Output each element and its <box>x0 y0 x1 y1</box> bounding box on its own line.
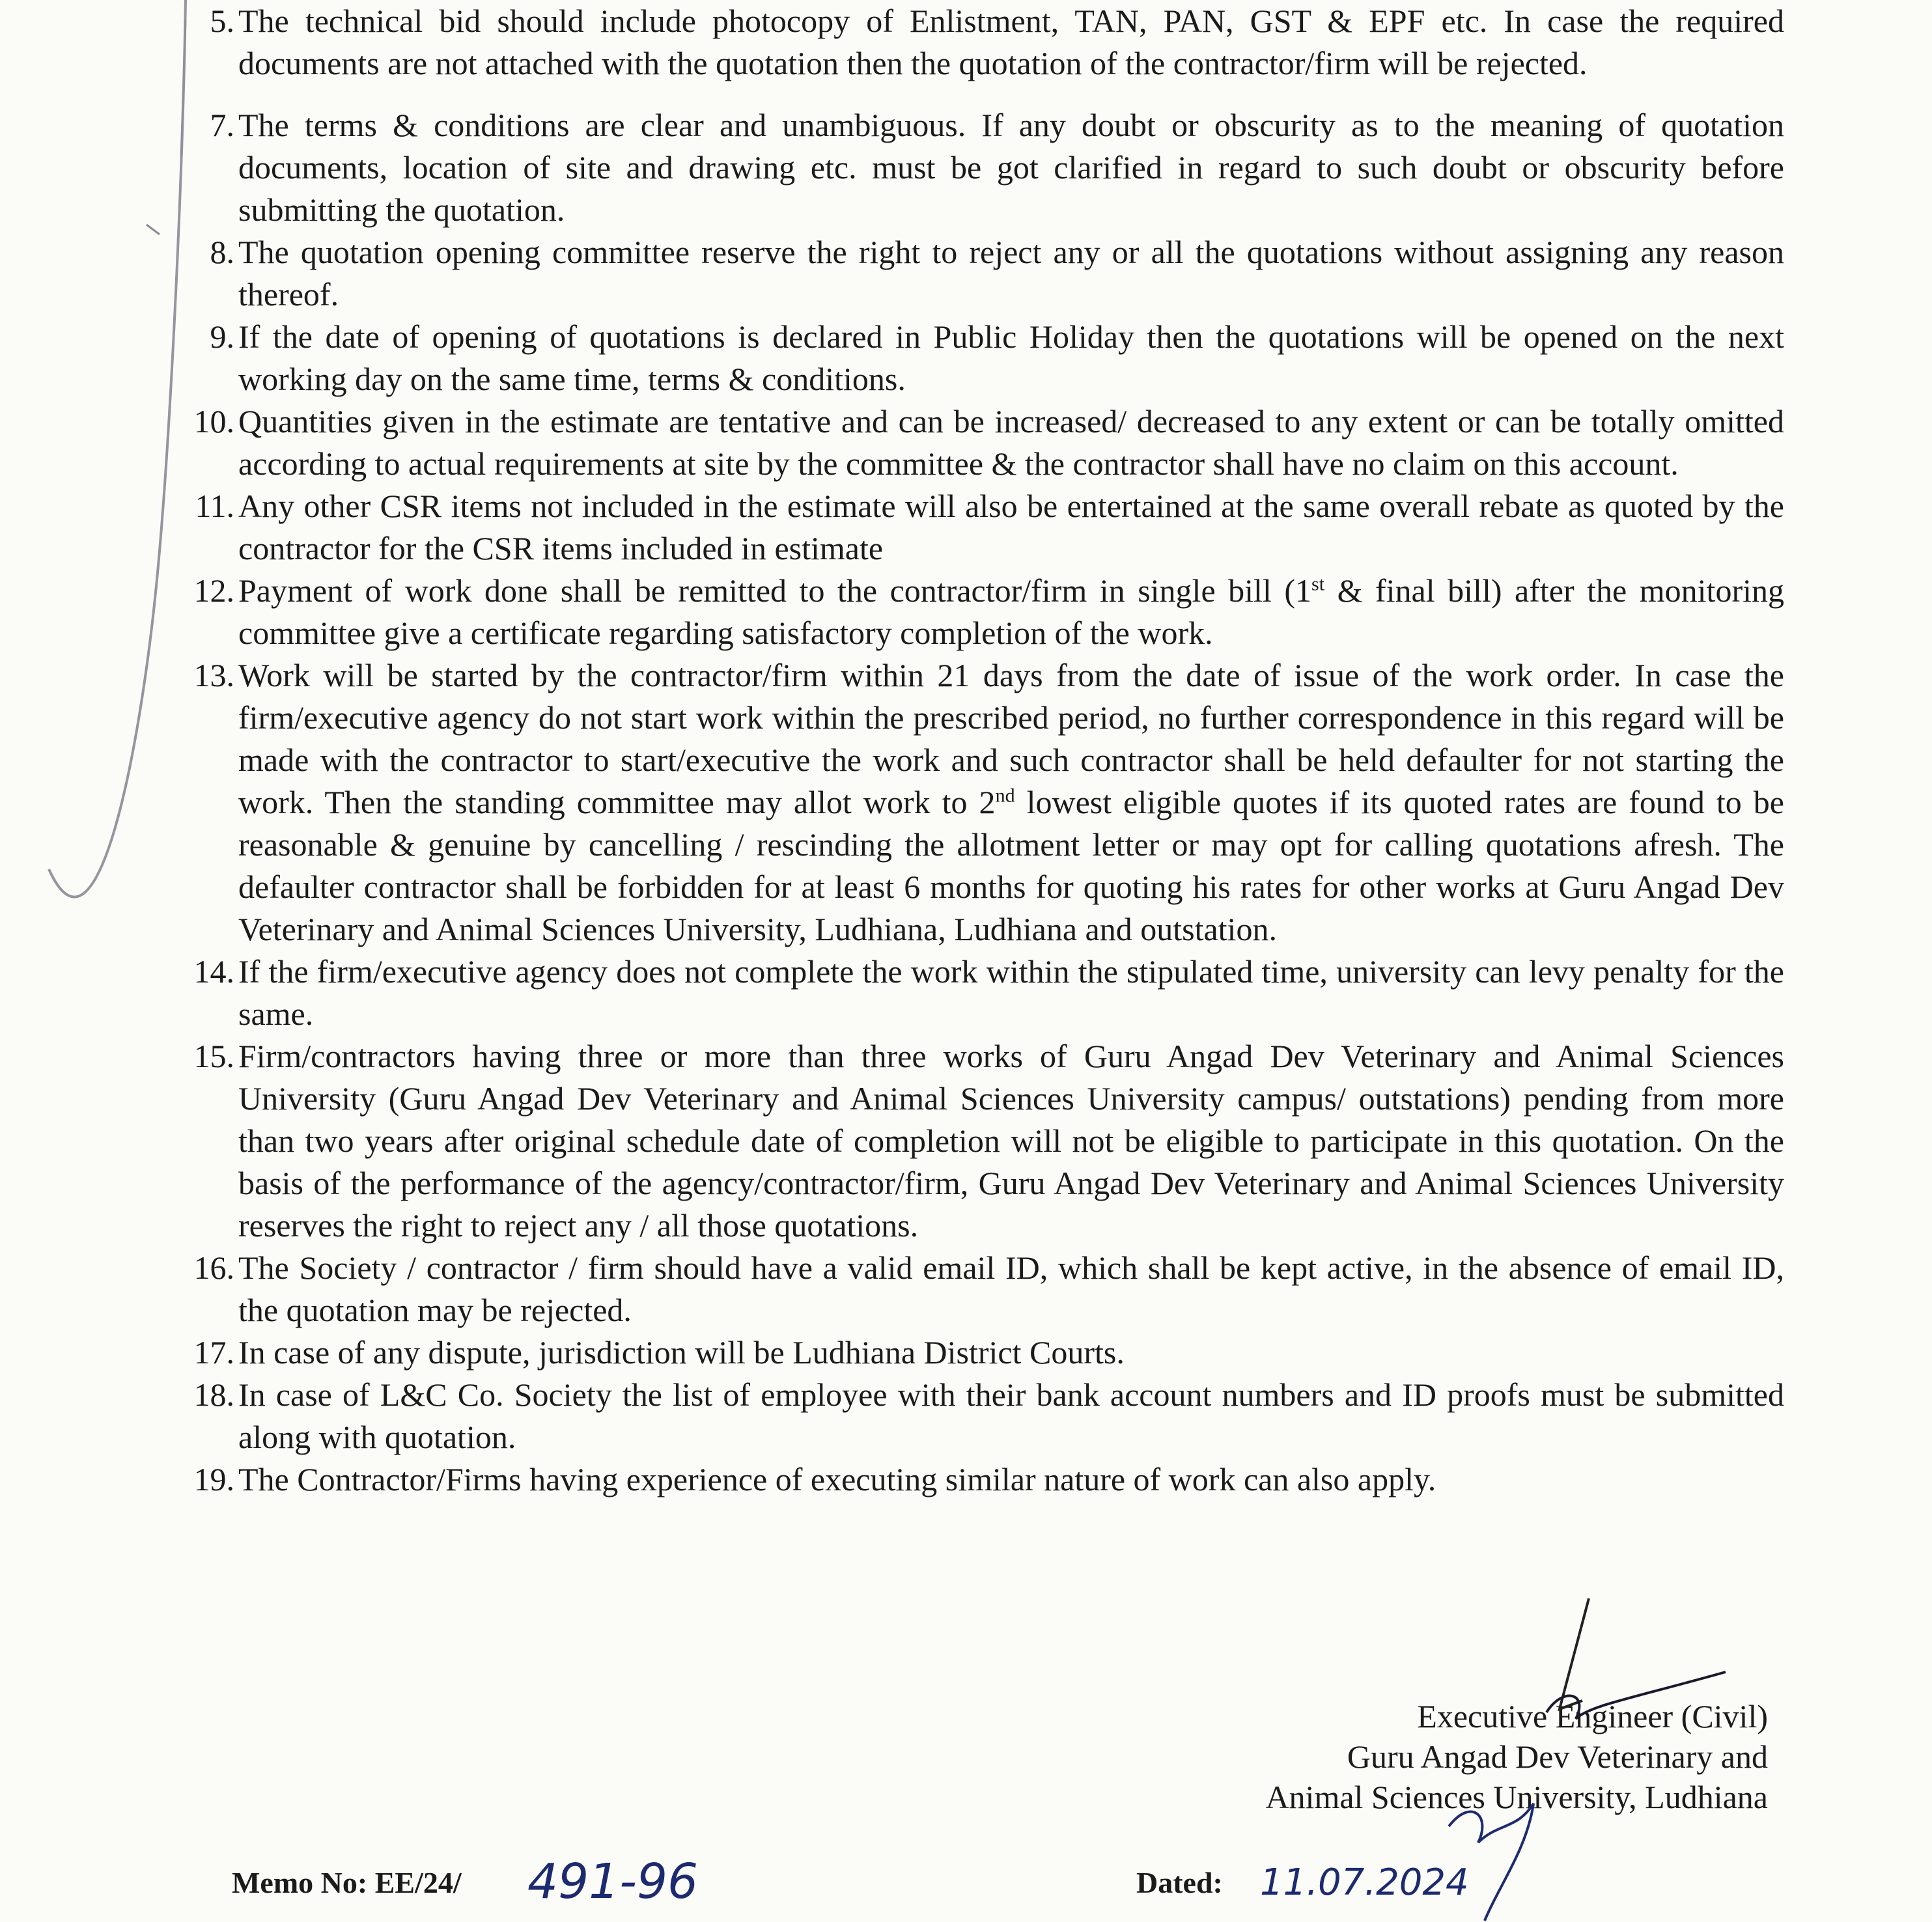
list-item: 11. Any other CSR items not included in the estimate will also be entertained at the same overall rebate as quoted by the contractor for the CSR items included in estimate <box>195 488 1784 566</box>
list-item: 17. In case of any dispute, jurisdiction will be Ludhiana District Courts. <box>193 1334 1125 1371</box>
list-item: 18. In case of L&C Co. Society the list of employee with their bank account numbers and ID proofs must be submitted along with quotation. <box>193 1376 1784 1455</box>
memo-number-handwritten: 491-96 <box>527 1854 699 1910</box>
memo-number-label: Memo No: EE/24/ <box>232 1866 462 1899</box>
signatory-org-line2: Animal Sciences University, Ludhiana <box>1265 1779 1768 1815</box>
memo-row <box>0 1854 1932 1917</box>
list-item: 12. Payment of work done shall be remitted to the contractor/firm in single bill (1st & final bill) after the monitoring committee give a certificate regarding satisfactory completion of the work. <box>193 572 1784 651</box>
date-handwritten: 11.07.2024 <box>1260 1861 1469 1904</box>
list-item: 10. Quantities given in the estimate are tentative and can be increased/ decreased to any extent or can be totally omitted according to actual requirements at site by the committee & the contractor shall have no claim on this account. <box>193 403 1784 482</box>
list-item: 5. The technical bid should include photocopy of Enlistment, TAN, PAN, GST & EPF etc. In case the required documents are not attached with the quotation then the quotation of the contractor/firm will be rejected. <box>210 3 1784 81</box>
list-item: 9. If the date of opening of quotations is declared in Public Holiday then the quotations will be opened on the next working day on the same time, terms & conditions. <box>210 318 1784 397</box>
list-item: 7. The terms & conditions are clear and unambiguous. If any doubt or obscurity as to the meaning of quotation documents, location of site and drawing etc. must be got clarified in regard to such doubt or obscurity before submitting the quotation. <box>210 107 1784 228</box>
dated-label: Dated: <box>1136 1866 1223 1899</box>
signatory-title: Executive Engineer (Civil) <box>1417 1698 1768 1734</box>
signature-block <box>1265 1696 1768 1817</box>
list-item: 16. The Society / contractor / firm should have a valid email ID, which shall be kept active, in the absence of email ID, the quotation may be rejected. <box>193 1249 1784 1328</box>
signatory-org-line1: Guru Angad Dev Veterinary and <box>1347 1738 1768 1775</box>
list-item: 15. Firm/contractors having three or more than three works of Guru Angad Dev Veterinary and Animal Sciences University (Guru Angad Dev Veterinary and Animal Sciences University campus/ outstations) pending from more than two years after original schedule date of completion will not be eligible to participate in this quotation. On the basis of the performance of the agency/contractor/firm, Guru Angad Dev Veterinary and Animal Sciences University reserves the right to reject any / all those quotations. <box>193 1038 1784 1244</box>
list-item: 8. The quotation opening committee reserve the right to reject any or all the quotations without assigning any reason thereof. <box>210 234 1784 313</box>
list-item: 13. Work will be started by the contractor/firm within 21 days from the date of issue of the work order. In case the firm/executive agency do not start work within the prescribed period, no further correspondence in this regard will be made with the contractor to start/executive the work and such contractor shall be held defaulter for not starting the work. Then the standing committee may allot work to 2nd lowest eligible quotes if its quoted rates are found to be reasonable & genuine by cancelling / rescinding the allotment letter or may opt for calling quotations afresh. The defaulter contractor shall be forbidden for at least 6 months for quoting his rates for other works at Guru Angad Dev Veterinary and Animal Sciences University, Ludhiana, Ludhiana and outstation. <box>193 657 1784 947</box>
list-item: 14. If the firm/executive agency does not complete the work within the stipulated time, university can levy penalty for the same. <box>193 953 1784 1032</box>
terms-conditions-list <box>156 0 1784 1501</box>
list-item: 19. The Contractor/Firms having experience of executing similar nature of work can also apply. <box>193 1461 1436 1497</box>
